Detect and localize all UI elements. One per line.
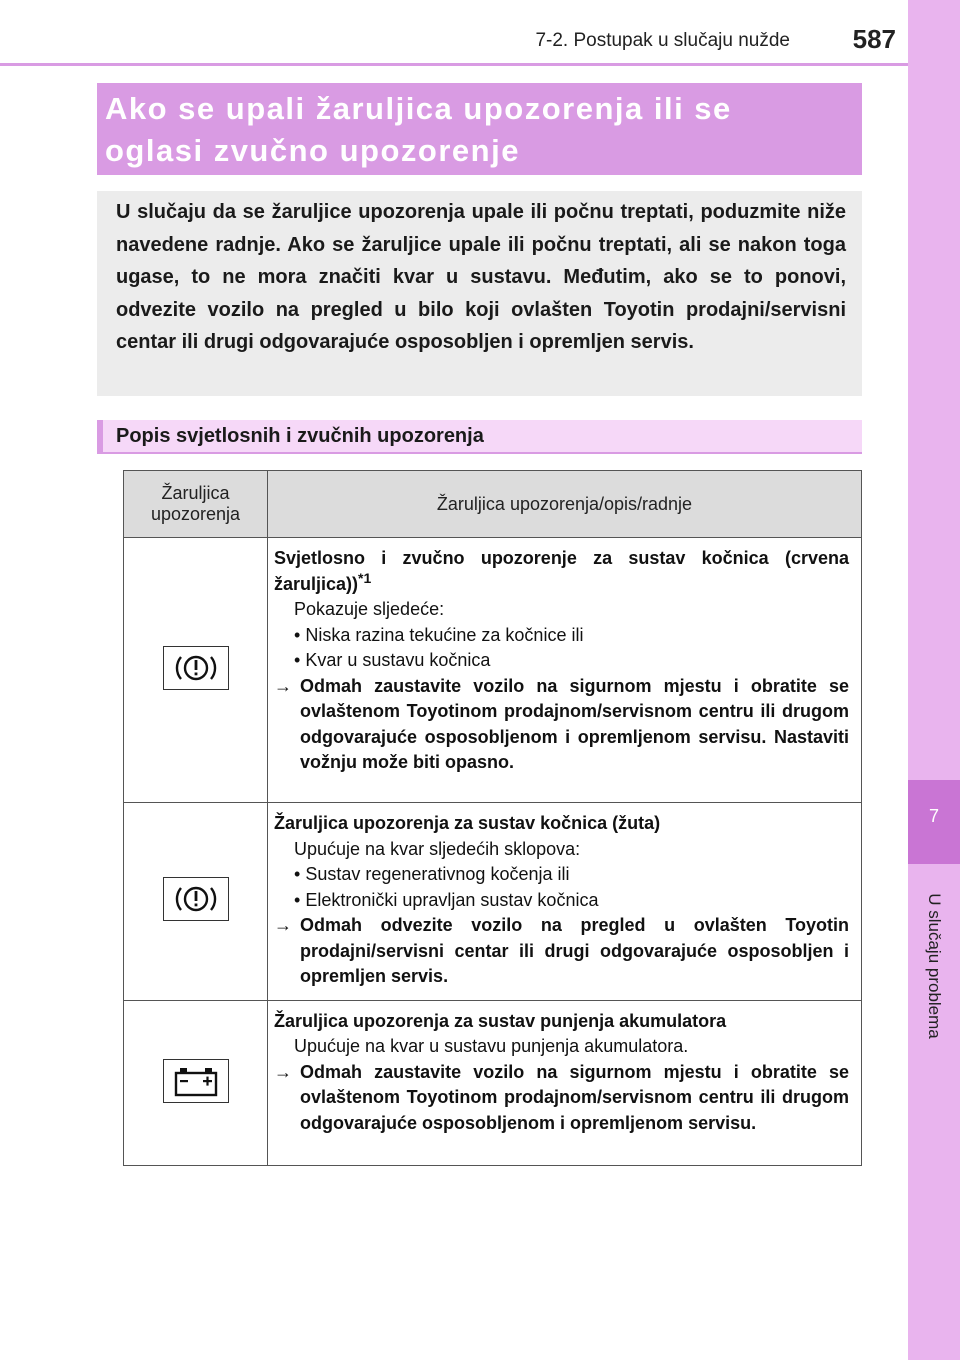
list-item-text: Kvar u sustavu kočnica xyxy=(305,650,491,670)
row-note: Upućuje na kvar u sustavu punjenja akumulatora. xyxy=(294,1036,689,1056)
page-title xyxy=(105,88,845,172)
title-line-1: Ako se upali žaruljica upozorenja ili se xyxy=(105,91,732,126)
row-action-text: Odmah zaustavite vozilo na sigurnom mjestu i obratite se ovlaštenom Toyotinom prodajnom/servisnom centru ili drugom odgovarajuće osposobljenom i opremljenom servisu. xyxy=(300,1061,849,1133)
battery-charging-icon xyxy=(163,1059,229,1103)
row-title xyxy=(274,546,849,597)
brake-warning-icon xyxy=(163,646,229,690)
icon-cell xyxy=(124,1000,268,1165)
table-row xyxy=(124,803,862,1001)
description-cell xyxy=(268,538,862,803)
bullet-glyph: • xyxy=(294,650,301,670)
list-item xyxy=(274,623,849,649)
table-row xyxy=(124,538,862,803)
row-action xyxy=(274,913,849,990)
description-cell xyxy=(268,1000,862,1165)
table-row xyxy=(124,1000,862,1165)
section-title: 7-2. Postupak u slučaju nužde xyxy=(535,30,790,51)
list-item-text: Elektronički upravljan sustav kočnica xyxy=(305,889,599,910)
col-header-description: Žaruljica upozorenja/opis/radnje xyxy=(268,471,862,538)
page-number: 587 xyxy=(852,24,896,54)
row-note: Upućuje na kvar sljedećih sklopova: xyxy=(294,838,581,859)
description-cell xyxy=(268,803,862,1001)
row-action-text: Odmah odvezite vozilo na pregled u ovlašten Toyotin prodajni/servisni centar ili drugi odgovarajuće osposobljen i opremljen servis. xyxy=(300,915,849,986)
col-header-light: Žaruljica upozorenja xyxy=(124,471,268,538)
row-action xyxy=(274,1060,849,1137)
row-title-text: Svjetlosno i zvučno upozorenje za sustav kočnica (crvena žaruljica)) xyxy=(274,548,849,594)
bullet-glyph: • xyxy=(294,624,301,645)
row-action xyxy=(274,674,849,776)
arrow-icon: → xyxy=(274,915,292,935)
chapter-label-wrap xyxy=(908,876,960,1076)
list-item-text: Niska razina tekućine za kočnice ili xyxy=(305,624,584,645)
chapter-label: U slučaju problema xyxy=(925,893,944,1039)
warning-lights-table xyxy=(123,470,862,1166)
chapter-side-tab xyxy=(908,0,960,1360)
header-rule xyxy=(0,63,908,66)
row-title: Žaruljica upozorenja za sustav punjenja akumulatora xyxy=(274,1010,727,1031)
list-item-text: Sustav regenerativnog kočenja ili xyxy=(305,864,570,884)
chapter-number: 7 xyxy=(928,806,939,826)
row-title: Žaruljica upozorenja za sustav kočnica (žuta) xyxy=(274,813,661,833)
subheading: Popis svjetlosnih i zvučnih upozorenja xyxy=(116,425,484,447)
row-note: Pokazuje sljedeće: xyxy=(294,599,445,619)
brake-warning-icon xyxy=(163,877,229,921)
footnote-marker: *1 xyxy=(358,569,372,586)
list-item xyxy=(274,862,849,888)
icon-cell xyxy=(124,538,268,803)
bullet-glyph: • xyxy=(294,889,301,910)
row-action-text: Odmah zaustavite vozilo na sigurnom mjestu i obratite se ovlaštenom Toyotinom prodajnom/servisnom centru ili drugom odgovarajuće osposobljenom i opremljenom servisu. Nastaviti vožnju može biti opasno. xyxy=(300,675,849,772)
icon-cell xyxy=(124,803,268,1001)
list-item xyxy=(274,888,849,914)
arrow-icon: → xyxy=(274,1061,292,1082)
title-line-2: oglasi zvučno upozorenje xyxy=(105,133,520,168)
table-header-row xyxy=(124,471,862,538)
intro-paragraph: U slučaju da se žaruljice upozorenja upale ili počnu treptati, poduzmite niže navedene radnje. Ako se žaruljice upale ili počnu treptati, ali se nakon toga ugase, to ne mora značiti kvar u sustavu. Međutim, ako se to ponovi, odvezite vozilo na pregled u bilo koji ovlašten Toyotin prodajni/servisni centar ili drugi odgovarajuće osposobljen i opremljen servis. xyxy=(116,201,846,353)
list-item xyxy=(274,648,849,674)
bullet-glyph: • xyxy=(294,864,301,884)
arrow-icon: → xyxy=(274,675,292,696)
